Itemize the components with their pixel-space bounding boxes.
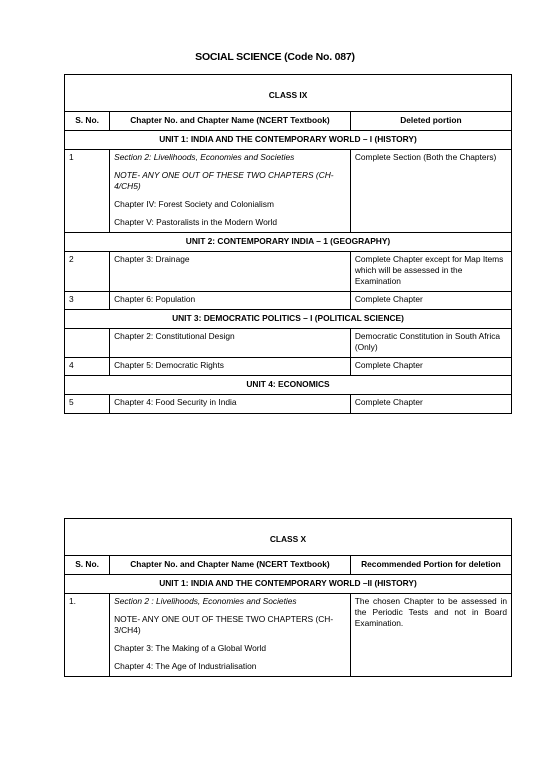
chapter-cell bbox=[110, 594, 351, 677]
header-chapter: Chapter No. and Chapter Name (NCERT Textbook) bbox=[110, 556, 351, 575]
section-name: Section 2 : Livelihoods, Economies and Societies bbox=[114, 596, 297, 606]
chapter-name: Chapter IV: Forest Society and Colonialism bbox=[114, 199, 274, 209]
table-row bbox=[65, 594, 512, 677]
note-text: NOTE- ANY ONE OUT OF THESE TWO CHAPTERS (CH-3/CH4) bbox=[114, 614, 334, 635]
unit-heading: UNIT 2: CONTEMPORARY INDIA – 1 (GEOGRAPHY) bbox=[65, 233, 512, 252]
class-ix-title-row bbox=[65, 75, 512, 112]
chapter-name: Chapter 3: The Making of a Global World bbox=[114, 643, 267, 653]
sno-cell: 4 bbox=[65, 358, 110, 376]
recommended-cell: The chosen Chapter to be assessed in the Periodic Tests and not in Board Examination. bbox=[350, 594, 511, 677]
document-title: SOCIAL SCIENCE (Code No. 087) bbox=[195, 51, 355, 63]
sno-cell bbox=[65, 329, 110, 358]
deleted-cell: Complete Chapter bbox=[350, 358, 511, 376]
class-x-title-row bbox=[65, 519, 512, 556]
table-row bbox=[65, 150, 512, 233]
unit-heading: UNIT 1: INDIA AND THE CONTEMPORARY WORLD –II (HISTORY) bbox=[65, 575, 512, 594]
table-row bbox=[65, 292, 512, 310]
unit-heading: UNIT 3: DEMOCRATIC POLITICS – I (POLITICAL SCIENCE) bbox=[65, 310, 512, 329]
unit-heading: UNIT 4: ECONOMICS bbox=[65, 376, 512, 395]
class-ix-header-row bbox=[65, 112, 512, 131]
chapter-cell: Chapter 4: Food Security in India bbox=[110, 395, 351, 414]
deleted-cell: Democratic Constitution in South Africa (Only) bbox=[350, 329, 511, 358]
sno-cell: 1 bbox=[65, 150, 110, 233]
chapter-name: Chapter 4: The Age of Industrialisation bbox=[114, 661, 257, 671]
table-row bbox=[65, 252, 512, 292]
deleted-cell: Complete Section (Both the Chapters) bbox=[350, 150, 511, 233]
sno-cell: 2 bbox=[65, 252, 110, 292]
unit-row bbox=[65, 131, 512, 150]
sno-cell: 3 bbox=[65, 292, 110, 310]
table-row bbox=[65, 329, 512, 358]
sno-cell: 1. bbox=[65, 594, 110, 677]
header-sno: S. No. bbox=[65, 556, 110, 575]
class-x-title: CLASS X bbox=[65, 519, 512, 556]
table-row bbox=[65, 395, 512, 414]
header-deleted: Deleted portion bbox=[350, 112, 511, 131]
unit-row bbox=[65, 575, 512, 594]
unit-heading: UNIT 1: INDIA AND THE CONTEMPORARY WORLD – I (HISTORY) bbox=[65, 131, 512, 150]
header-chapter: Chapter No. and Chapter Name (NCERT Textbook) bbox=[110, 112, 351, 131]
class-ix-title: CLASS IX bbox=[65, 75, 512, 112]
unit-row bbox=[65, 310, 512, 329]
deleted-cell: Complete Chapter except for Map Items which will be assessed in the Examination bbox=[350, 252, 511, 292]
chapter-cell: Chapter 3: Drainage bbox=[110, 252, 351, 292]
sno-cell: 5 bbox=[65, 395, 110, 414]
class-x-table bbox=[64, 518, 512, 677]
header-recommended: Recommended Portion for deletion bbox=[350, 556, 511, 575]
unit-row bbox=[65, 376, 512, 395]
note-text: NOTE- ANY ONE OUT OF THESE TWO CHAPTERS (CH-4/CH5) bbox=[114, 170, 334, 191]
chapter-cell: Chapter 2: Constitutional Design bbox=[110, 329, 351, 358]
chapter-cell: Chapter 6: Population bbox=[110, 292, 351, 310]
section-name: Section 2: Livelihoods, Economies and Societies bbox=[114, 152, 295, 162]
chapter-cell: Chapter 5: Democratic Rights bbox=[110, 358, 351, 376]
deleted-cell: Complete Chapter bbox=[350, 292, 511, 310]
header-sno: S. No. bbox=[65, 112, 110, 131]
chapter-name: Chapter V: Pastoralists in the Modern World bbox=[114, 217, 278, 227]
unit-row bbox=[65, 233, 512, 252]
table-row bbox=[65, 358, 512, 376]
chapter-cell bbox=[110, 150, 351, 233]
class-ix-table bbox=[64, 74, 512, 414]
deleted-cell: Complete Chapter bbox=[350, 395, 511, 414]
class-x-header-row bbox=[65, 556, 512, 575]
